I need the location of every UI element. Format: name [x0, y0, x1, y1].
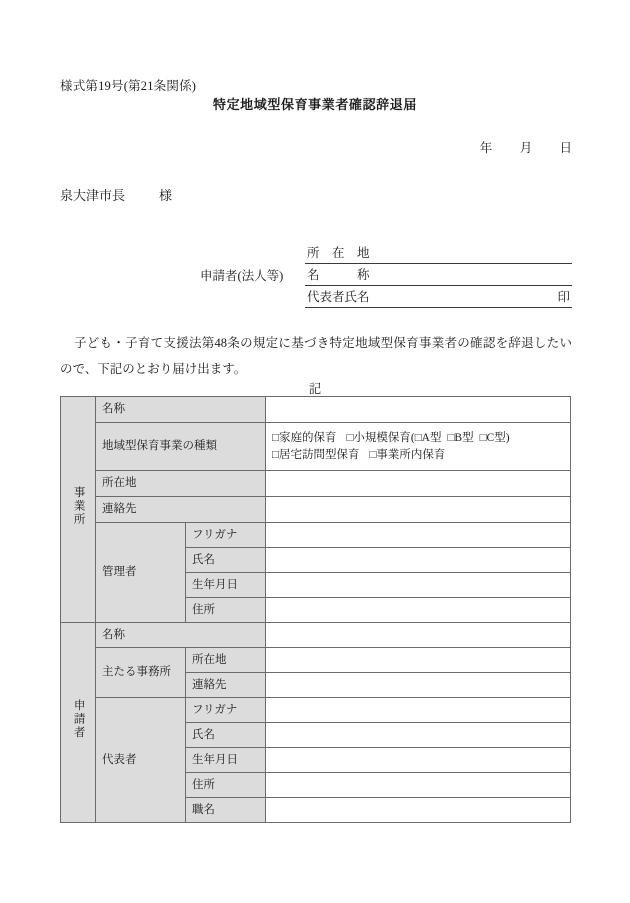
- addressee-name: 泉大津市長: [60, 188, 126, 203]
- body-paragraph: 子ども・子育て支援法第48条の規定に基づき特定地域型保育事業者の確認を辞退したいので、下記のとおり届け出ます。: [60, 336, 572, 376]
- checkbox-option-workplace[interactable]: □事業所内保育: [369, 448, 446, 461]
- row-value-representative-furigana[interactable]: [266, 698, 571, 723]
- application-detail-table: [60, 396, 571, 823]
- table-row: [61, 471, 571, 497]
- row-label-service-type: 地域型保育事業の種類: [96, 423, 266, 471]
- row-sublabel-representative-address: 住所: [186, 773, 266, 798]
- date-line: [466, 138, 572, 156]
- row-value-main-office-address[interactable]: [266, 648, 571, 673]
- row-sublabel-manager-name: 氏名: [186, 548, 266, 573]
- date-year-label: 年: [479, 141, 493, 155]
- row-value-service-type[interactable]: [266, 423, 571, 471]
- row-label-business-address: 所在地: [96, 471, 266, 497]
- row-value-manager-name[interactable]: [266, 548, 571, 573]
- page-title: 特定地域型保育事業者確認辞退届: [212, 97, 417, 112]
- row-value-representative-birthdate[interactable]: [266, 748, 571, 773]
- service-type-line-2: [272, 447, 564, 464]
- applicant-header-fields: [305, 242, 572, 308]
- row-value-manager-furigana[interactable]: [266, 523, 571, 548]
- date-month-label: 月: [519, 141, 533, 155]
- row-value-representative-address[interactable]: [266, 773, 571, 798]
- table-row: [61, 698, 571, 723]
- table-row: [61, 523, 571, 548]
- checkbox-option-type-c[interactable]: □C型): [479, 431, 510, 444]
- row-label-business-contact: 連絡先: [96, 497, 266, 523]
- row-sublabel-representative-position: 職名: [186, 798, 266, 823]
- service-type-line-1: [272, 430, 564, 447]
- table-row: [61, 497, 571, 523]
- applicant-representative-label: 代表者氏名: [307, 290, 370, 304]
- row-value-applicant-name[interactable]: [266, 623, 571, 648]
- addressee: [60, 185, 172, 204]
- row-sublabel-manager-address: 住所: [186, 598, 266, 623]
- row-value-business-name[interactable]: [266, 397, 571, 423]
- row-value-manager-address[interactable]: [266, 598, 571, 623]
- row-sublabel-main-office-address: 所在地: [186, 648, 266, 673]
- seal-mark: 印: [557, 290, 570, 304]
- row-value-business-contact[interactable]: [266, 497, 571, 523]
- row-sublabel-manager-furigana: フリガナ: [186, 523, 266, 548]
- applicant-address-row: [305, 242, 572, 264]
- row-value-manager-birthdate[interactable]: [266, 573, 571, 598]
- row-sublabel-representative-name: 氏名: [186, 723, 266, 748]
- table-row: [61, 648, 571, 673]
- checkbox-option-family-care[interactable]: □家庭的保育: [272, 431, 337, 444]
- date-day-label: 日: [559, 141, 572, 155]
- row-value-business-address[interactable]: [266, 471, 571, 497]
- applicant-name-row: [305, 264, 572, 286]
- row-sublabel-representative-furigana: フリガナ: [186, 698, 266, 723]
- applicant-name-label: 名 称: [307, 268, 370, 282]
- checkbox-option-home-visit[interactable]: □居宅訪問型保育: [272, 448, 360, 461]
- row-value-main-office-contact[interactable]: [266, 673, 571, 698]
- row-value-representative-position[interactable]: [266, 798, 571, 823]
- row-label-business-name: 名称: [96, 397, 266, 423]
- row-value-representative-name[interactable]: [266, 723, 571, 748]
- row-label-representative: 代表者: [96, 698, 186, 823]
- row-sublabel-manager-birthdate: 生年月日: [186, 573, 266, 598]
- addressee-honorific: 様: [159, 188, 173, 203]
- table-row: [61, 423, 571, 471]
- applicant-header-label: 申請者(法人等): [200, 269, 284, 283]
- row-label-main-office: 主たる事務所: [96, 648, 186, 698]
- section-label-applicant: 申請者: [61, 623, 96, 823]
- row-label-applicant-name: 名称: [96, 623, 266, 648]
- applicant-address-label: 所 在 地: [307, 246, 370, 260]
- table-row: [61, 623, 571, 648]
- row-sublabel-main-office-contact: 連絡先: [186, 673, 266, 698]
- ki-mark: 記: [308, 382, 322, 396]
- row-sublabel-representative-birthdate: 生年月日: [186, 748, 266, 773]
- checkbox-option-small-scale[interactable]: □小規模保育(□A型: [346, 431, 442, 444]
- section-label-business-site: 事業所: [61, 397, 96, 623]
- row-label-manager: 管理者: [96, 523, 186, 623]
- applicant-representative-row: [305, 286, 572, 308]
- checkbox-option-type-b[interactable]: □B型: [447, 431, 474, 444]
- form-number: 様式第19号(第21条関係): [60, 79, 197, 93]
- table-row: [61, 397, 571, 423]
